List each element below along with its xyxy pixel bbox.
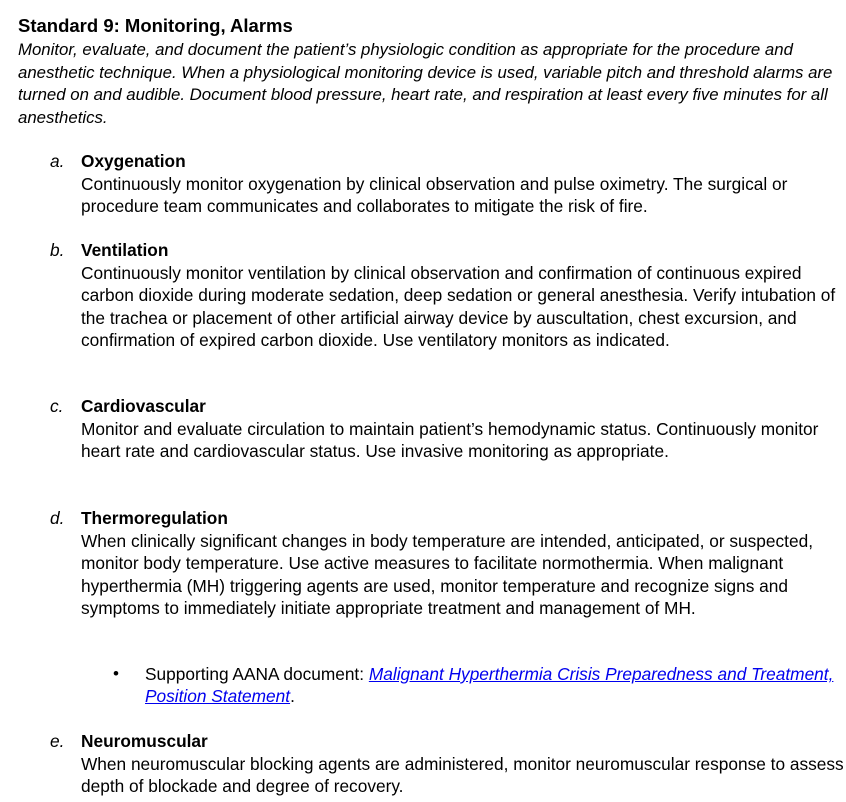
supporting-document-text xyxy=(145,663,835,708)
standard-title: Standard 9: Monitoring, Alarms xyxy=(18,15,293,36)
item-heading-ventilation: Ventilation xyxy=(81,240,169,260)
item-letter: c. xyxy=(50,396,64,416)
bullet-icon: • xyxy=(113,664,119,683)
item-letter: e. xyxy=(50,731,65,751)
supporting-prefix: Supporting AANA document: xyxy=(145,664,369,684)
item-body-ventilation: Continuously monitor ventilation by clinical observation and confirmation of continuous expired carbon dioxide during moderate sedation, deep sedation or general anesthesia. Verify intubation of the trachea or placement of other artificial airway device by auscultation, chest excursion, and confirmation of expired carbon dioxide. Use ventilatory monitors as indicated. xyxy=(81,263,836,351)
item-heading-neuromuscular: Neuromuscular xyxy=(81,731,208,751)
mh-position-statement-link[interactable]: Malignant Hyperthermia Crisis Preparedness and Treatment, Position Statement xyxy=(145,664,834,707)
item-heading-oxygenation: Oxygenation xyxy=(81,151,186,171)
standard-intro: Monitor, evaluate, and document the patient’s physiologic condition as appropriate for the procedure and anesthetic technique. When a physiological monitoring device is used, variable pitch and threshold alarms are turned on and audible. Document blood pressure, heart rate, and respiration at least every five minutes for all anesthetics. xyxy=(18,40,833,127)
item-letter: b. xyxy=(50,240,65,260)
item-heading-cardiovascular: Cardiovascular xyxy=(81,396,206,416)
item-body-thermoregulation: When clinically significant changes in body temperature are intended, anticipated, or suspected, monitor body temperature. Use active measures to facilitate normothermia. When malignant hyperthermia (MH) triggering agents are used, monitor temperature and recognize signs and symptoms to immediately initiate appropriate treatment and management of MH. xyxy=(81,531,813,619)
item-letter: d. xyxy=(50,508,65,528)
item-heading-thermoregulation: Thermoregulation xyxy=(81,508,228,528)
item-body-cardiovascular: Monitor and evaluate circulation to maintain patient’s hemodynamic status. Continuously monitor heart rate and cardiovascular status. Use invasive monitoring as appropriate. xyxy=(81,419,819,462)
item-body-oxygenation: Continuously monitor oxygenation by clinical observation and pulse oximetry. The surgical or procedure team communicates and collaborates to mitigate the risk of fire. xyxy=(81,174,788,217)
supporting-suffix: . xyxy=(290,686,295,707)
item-letter: a. xyxy=(50,151,65,171)
item-body-neuromuscular: When neuromuscular blocking agents are administered, monitor neuromuscular response to assess depth of blockade and degree of recovery. xyxy=(81,754,844,797)
